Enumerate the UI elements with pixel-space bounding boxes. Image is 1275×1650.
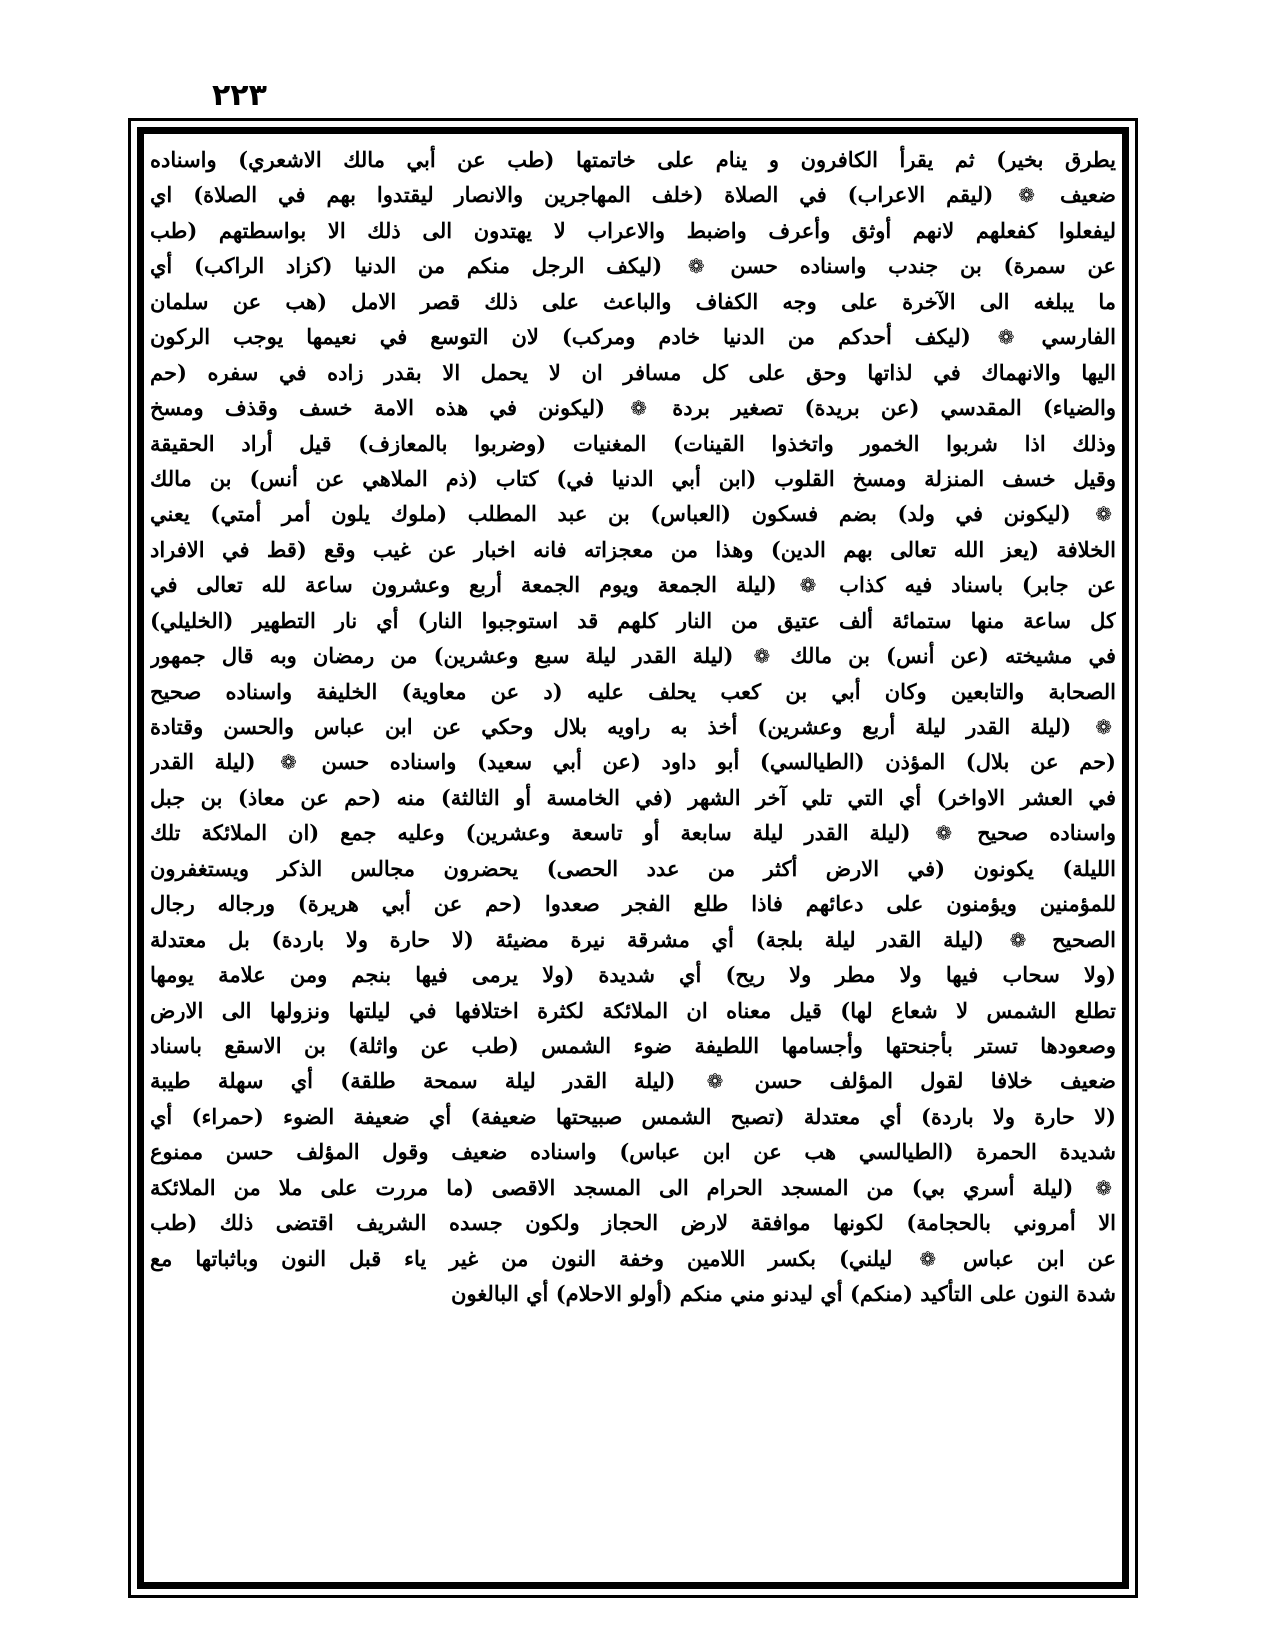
text-line: شديدة الحمرة (الطيالسي هب عن ابن عباس) واسناده ضعيف وقول المؤلف حسن ممنوع (150, 1139, 1116, 1165)
text-line: الصحابة والتابعين وكان أبي بن كعب يحلف عليه (د عن معاوية) الخليفة واسناده صحيح (150, 678, 1116, 704)
text-line: في العشر الاواخر) أي التي تلي آخر الشهر (في الخامسة أو الثالثة) منه (حم عن معاذ) بن جبل (150, 784, 1116, 810)
text-line: الفارسي ❁ (ليكف أحدكم من الدنيا خادم ومركب) لان التوسع في نعيمها يوجب الركون (150, 324, 1116, 350)
floral-ornament-icon: ❁ (687, 254, 705, 279)
text-line: والضياء) المقدسي (عن بريدة) تصغير بردة ❁ (ليكونن في هذه الامة خسف وقذف ومسخ (150, 395, 1116, 421)
text-line: وقيل خسف المنزلة ومسخ القلوب (ابن أبي الدنيا في) كتاب (ذم الملاهي عن أنس) بن مالك (150, 465, 1116, 491)
text-line: ❁ (ليلة أسري بي) من المسجد الحرام الى المسجد الاقصى (ما مررت على ملا من الملائكة (150, 1170, 1116, 1205)
floral-ornament-icon: ❁ (1095, 715, 1112, 739)
text-line: عن سمرة) بن جندب واسناده حسن ❁ (ليكف الرجل منكم من الدنيا (كزاد الراكب) أي (150, 253, 1116, 279)
text-line: ❁ (ليلة القدر ليلة أربع وعشرين) أخذ به راويه بلال وحكي عن ابن عباس والحسن وقتادة (150, 709, 1116, 744)
text-line: شدة النون على التأكيد (منكم) أي ليدنو مني منكم (أولو الاحلام) أي البالغون (451, 1281, 1116, 1306)
text-line: يطرق بخير) ثم يقرأ الكافرون و ينام على خاتمتها (طب عن أبي مالك الاشعري) واسناده (150, 147, 1116, 172)
text-line: الصحيح ❁ (ليلة القدر ليلة بلجة) أي مشرقة نيرة مضيئة (لا حارة ولا باردة) بل معتدلة (150, 926, 1116, 952)
text-line: الليلة) يكونون (في الارض أكثر من عدد الحصى) يحضرون مجالس الذكر ويستغفرون (150, 855, 1116, 881)
floral-ornament-icon: ❁ (1018, 183, 1036, 208)
text-line: عن جابر) باسناد فيه كذاب ❁ (ليلة الجمعة ويوم الجمعة أربع وعشرون ساعة لله تعالى في (150, 572, 1116, 598)
text-line: وصعودها تستر بأجنحتها وأجسامها اللطيفة ضوء الشمس (طب عن واثلة) بن الاسقع باسناد (150, 1032, 1116, 1058)
floral-ornament-icon: ❁ (1095, 502, 1112, 527)
floral-ornament-icon: ❁ (935, 821, 953, 846)
text-line: وذلك اذا شربوا الخمور واتخذوا القينات) المغنيات (وضربوا بالمعازف) قيل أراد الحقيقة (150, 430, 1116, 456)
arabic-text-body (150, 142, 1116, 1582)
text-line: (لا حارة ولا باردة) أي معتدلة (تصبح الشمس صبيحتها ضعيفة) أي ضعيفة الضوء (حمراء) أي (150, 1103, 1116, 1129)
text-line: (ولا سحاب فيها ولا مطر ولا ريح) أي شديدة (ولا يرمى فيها بنجم ومن علامة يومها (150, 962, 1116, 988)
text-line: واسناده صحيح ❁ (ليلة القدر ليلة سابعة أو تاسعة وعشرين) وعليه جمع (ان الملائكة تلك (150, 820, 1116, 846)
floral-ornament-icon: ❁ (919, 1246, 937, 1271)
text-line: اليها والانهماك في لذاتها وحق على كل مسافر ان لا يحمل الا بقدر زاده في سفره (حم (150, 359, 1116, 385)
text-line: ضعيف خلافا لقول المؤلف حسن ❁ (ليلة القدر ليلة سمحة طلقة) أي سهلة طيبة (150, 1068, 1116, 1094)
text-line: (حم عن بلال) المؤذن (الطيالسي) أبو داود (عن أبي سعيد) واسناده حسن ❁ (ليلة القدر (150, 749, 1116, 775)
text-line: ما يبلغه الى الآخرة على وجه الكفاف والباعث على ذلك قصر الامل (هب عن سلمان (150, 288, 1116, 314)
text-line: تطلع الشمس لا شعاع لها) قيل معناه ان الملائكة لكثرة اختلافها في ليلتها ونزولها الى الارض (150, 997, 1116, 1023)
text-line: في مشيخته (عن أنس) بن مالك ❁ (ليلة القدر ليلة سبع وعشرين) من رمضان وبه قال جمهور (150, 643, 1116, 669)
floral-ornament-icon: ❁ (630, 396, 648, 421)
floral-ornament-icon: ❁ (1095, 1175, 1112, 1200)
text-line: الا أمروني بالحجامة) لكونها موافقة لارض الحجاز ولكون جسده الشريف اقتضى ذلك (طب (150, 1210, 1116, 1236)
text-line: ضعيف ❁ (ليقم الاعراب) في الصلاة (خلف المهاجرين والانصار ليقتدوا بهم في الصلاة) اي (150, 182, 1116, 208)
floral-ornament-icon: ❁ (753, 644, 771, 669)
floral-ornament-icon: ❁ (1009, 927, 1027, 952)
text-line: الخلافة (يعز الله تعالى بهم الدين) وهذا من معجزاته فانه اخبار عن غيب وقع (قط في الافراد (150, 536, 1116, 562)
text-line: ليفعلوا كفعلهم لانهم أوثق وأعرف واضبط والاعراب لا يهتدون الى ذلك الا بواسطتهم (طب (150, 217, 1116, 243)
text-line: كل ساعة منها ستمائة ألف عتيق من النار كلهم قد استوجبوا النار) أي نار التطهير (الخليلي) (150, 607, 1116, 633)
floral-ornament-icon: ❁ (997, 325, 1015, 350)
text-line: للمؤمنين ويؤمنون على دعائهم فاذا طلع الفجر صعدوا (حم عن أبي هريرة) ورجاله رجال (150, 891, 1116, 917)
floral-ornament-icon: ❁ (799, 573, 817, 598)
text-line: عن ابن عباس ❁ ليلني) بكسر اللامين وخفة النون من غير ياء قبل النون وباثباتها مع (150, 1245, 1116, 1271)
text-line: ❁ (ليكونن في ولد) بضم فسكون (العباس) بن عبد المطلب (ملوك يلون أمر أمتي) يعني (150, 496, 1116, 531)
floral-ornament-icon: ❁ (280, 750, 297, 775)
floral-ornament-icon: ❁ (706, 1069, 724, 1094)
page-number: ٢٢٣ (212, 78, 267, 113)
